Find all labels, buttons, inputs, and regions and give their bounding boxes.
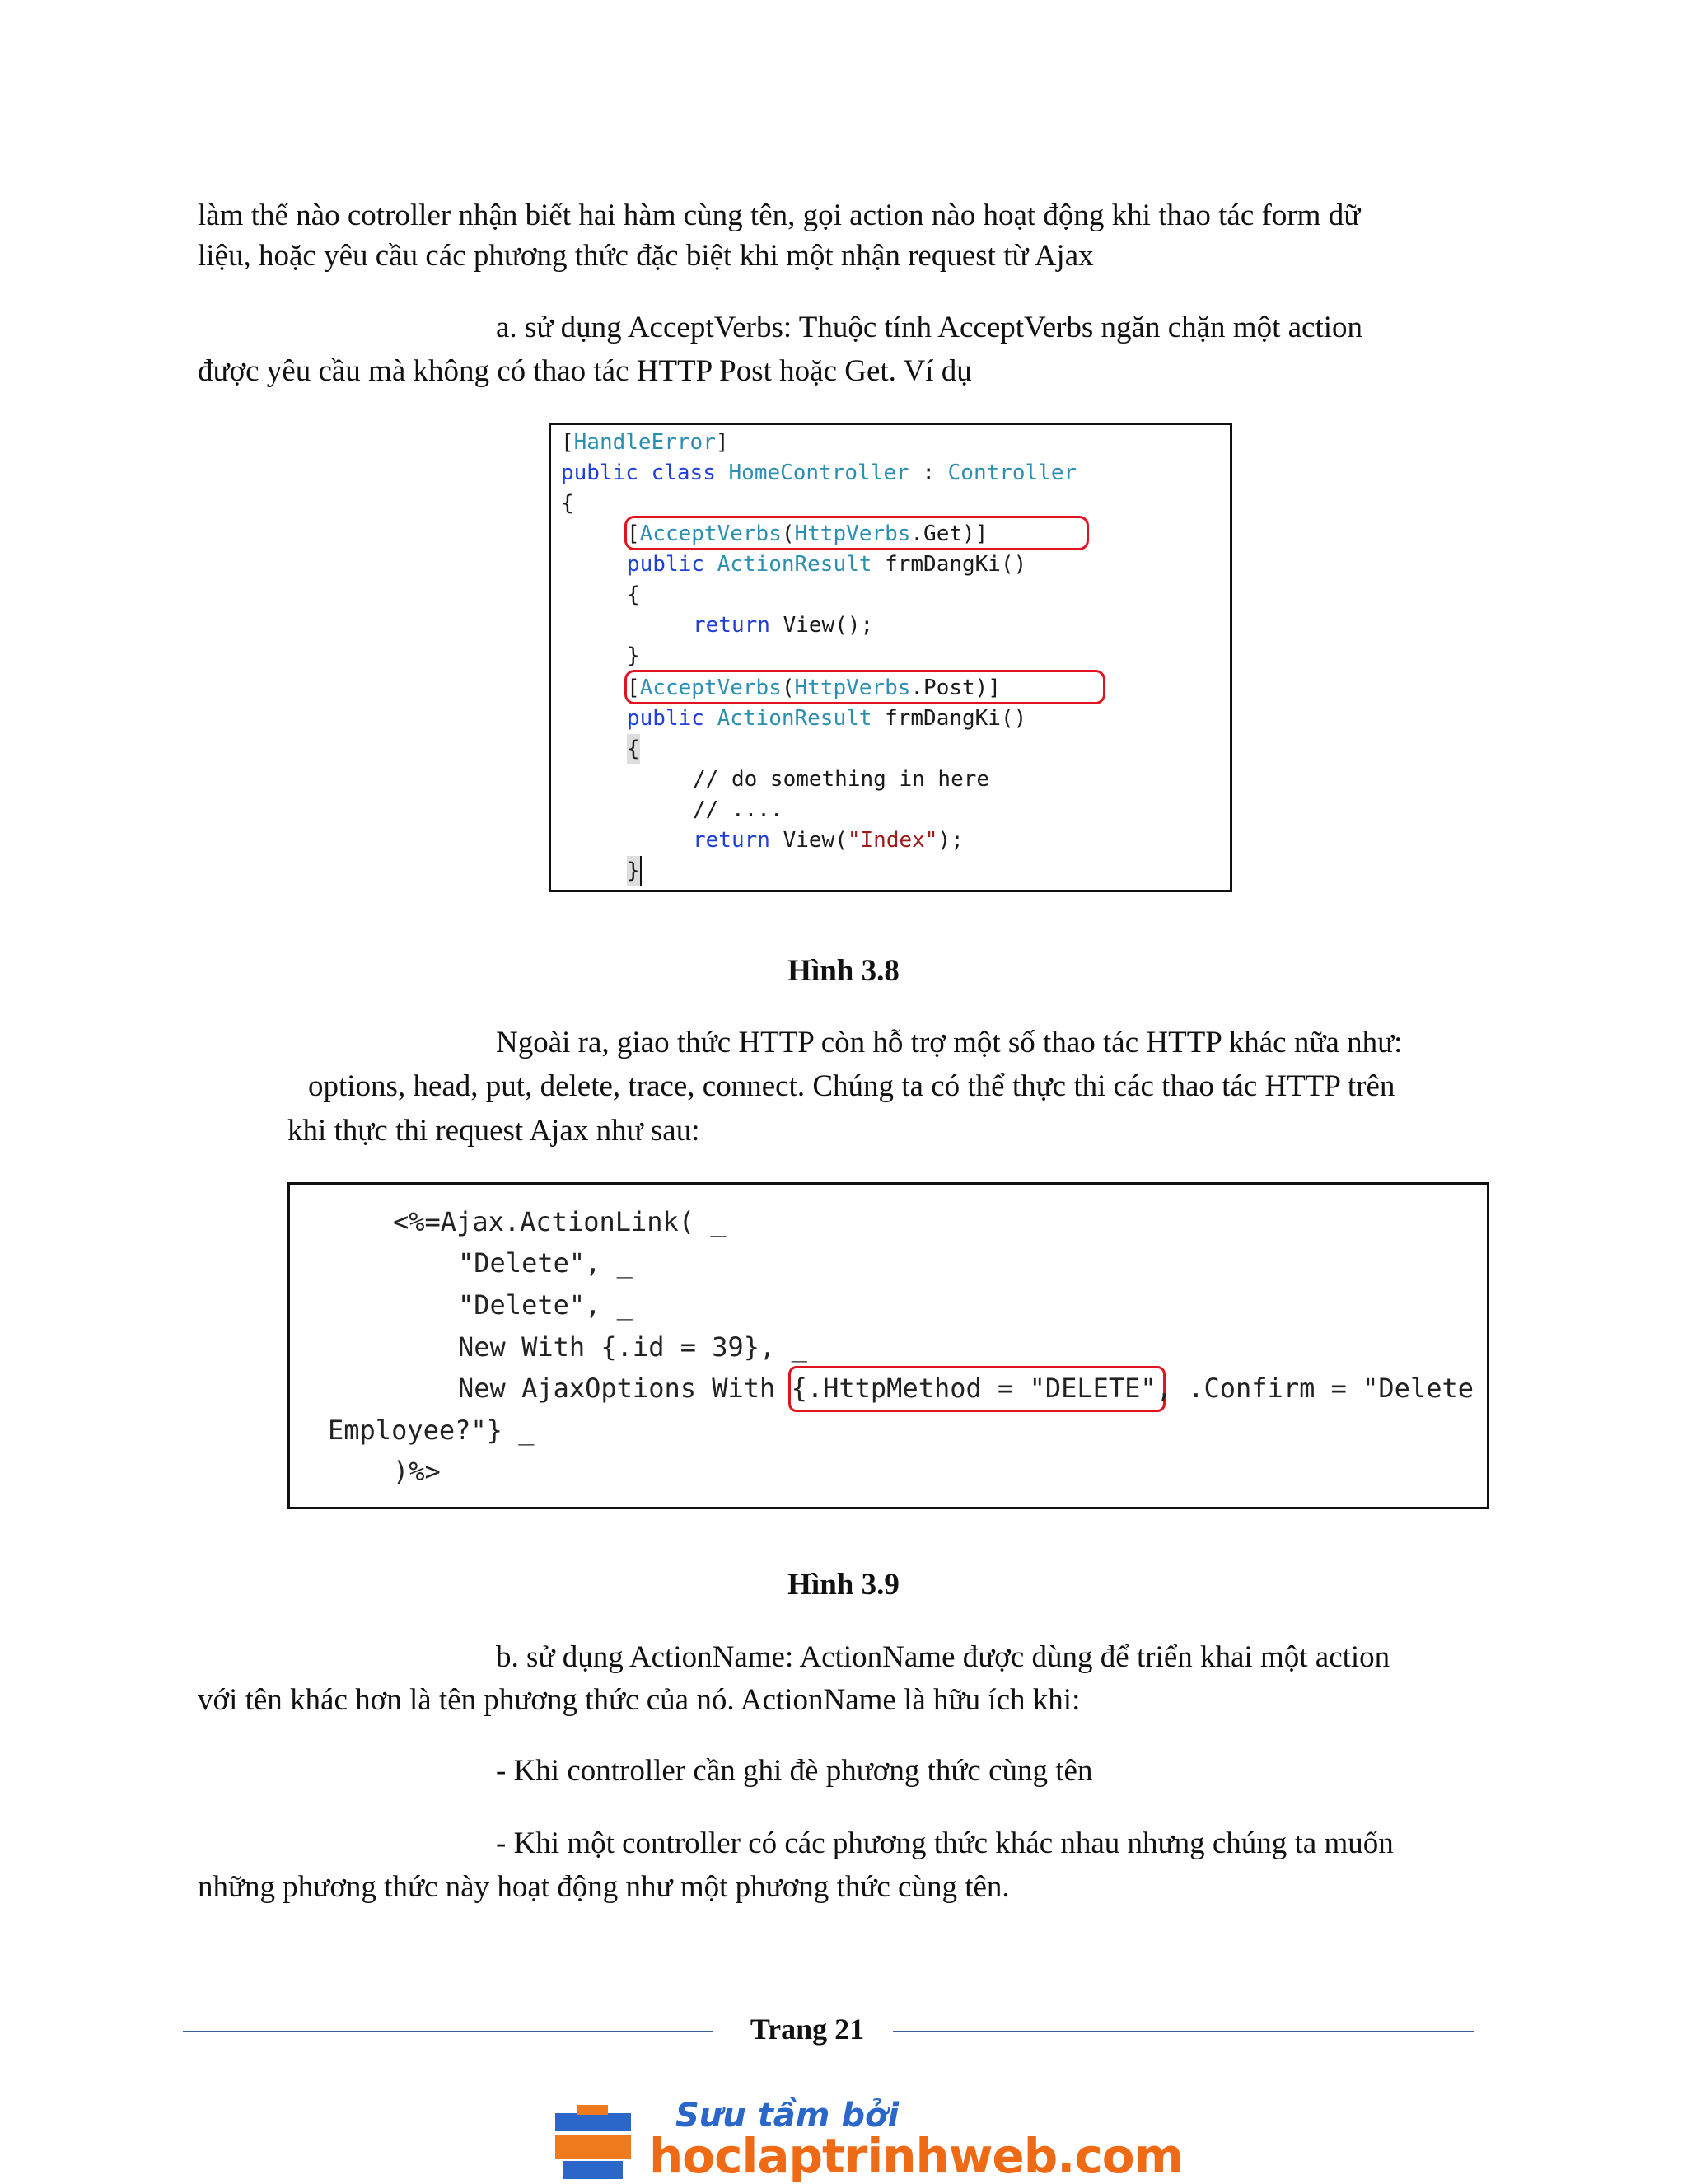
logo-tagline: Sưu tầm bởi: [675, 2097, 900, 2135]
code-line: public ActionResult frmDangKi(): [627, 706, 1027, 731]
code-line: // ....: [693, 797, 783, 822]
code-figure-3-9: [287, 1182, 1489, 1509]
logo-icon: [552, 2105, 634, 2183]
code-line: New With {.id = 39}, _: [458, 1331, 807, 1363]
code-line: [HandleError]: [561, 430, 729, 455]
code-line: "Delete", _: [458, 1289, 633, 1321]
code-line: New AjaxOptions With {.HttpMethod = "DELETE", .Confirm = "Delete: [458, 1373, 1474, 1404]
code-line: {: [627, 582, 640, 607]
section-b-line-2: với tên khác hơn là tên phương thức của nó. ActionName là hữu ích khi:: [198, 1683, 1081, 1717]
footer-rule-right: [893, 2031, 1474, 2032]
site-logo: [552, 2097, 1183, 2184]
code-line: Employee?"} _: [328, 1415, 535, 1446]
code-line: [AcceptVerbs(HttpVerbs.Post)]: [627, 676, 1001, 700]
code-figure-3-8: [549, 423, 1232, 892]
code-line: return View();: [693, 613, 874, 638]
intro-line-1: làm thế nào cotroller nhận biết hai hàm cùng tên, gọi action nào hoạt động khi thao tác form dữ: [198, 199, 1361, 232]
http-line-3: khi thực thi request Ajax như sau:: [287, 1114, 700, 1148]
code-line: public class HomeController : Controller: [561, 461, 1077, 485]
section-a-line-2: được yêu cầu mà không có thao tác HTTP Post hoặc Get. Ví dụ: [198, 354, 972, 388]
code-line: {: [561, 491, 574, 516]
section-b-line-1: b. sử dụng ActionName: ActionName được dùng để triển khai một action: [496, 1640, 1390, 1674]
code-line: }: [627, 856, 642, 886]
code-line: {: [627, 734, 640, 764]
code-line: public ActionResult frmDangKi(): [627, 552, 1027, 577]
http-line-2: options, head, put, delete, trace, connect. Chúng ta có thể thực thi các thao tác HTTP trên: [308, 1069, 1395, 1103]
section-a-line-1: a. sử dụng AcceptVerbs: Thuộc tính AcceptVerbs ngăn chặn một action: [496, 311, 1363, 344]
code-line: "Delete", _: [458, 1247, 633, 1279]
figure-caption-3-9: Hình 3.9: [787, 1568, 900, 1602]
figure-caption-3-8: Hình 3.8: [787, 954, 900, 988]
page-number: Trang 21: [750, 2013, 865, 2046]
code-line: return View("Index");: [693, 828, 964, 853]
http-line-1: Ngoài ra, giao thức HTTP còn hỗ trợ một số thao tác HTTP khác nữa như:: [496, 1026, 1403, 1059]
footer-rule-left: [183, 2031, 713, 2032]
section-b-bullet-1: - Khi controller cần ghi đè phương thức cùng tên: [496, 1754, 1093, 1788]
code-line: )%>: [393, 1456, 441, 1487]
logo-wordmark: hoclaptrinhweb.com: [649, 2128, 1183, 2184]
intro-line-2: liệu, hoặc yêu cầu các phương thức đặc biệt khi một nhận request từ Ajax: [198, 239, 1094, 273]
code-line: // do something in here: [693, 767, 990, 792]
code-line: <%=Ajax.ActionLink( _: [393, 1206, 727, 1237]
code-line: }: [627, 643, 640, 668]
code-line: [AcceptVerbs(HttpVerbs.Get)]: [627, 521, 988, 546]
section-b-bullet-2-line-1: - Khi một controller có các phương thức khác nhau nhưng chúng ta muốn: [496, 1826, 1394, 1860]
section-b-bullet-2-line-2: những phương thức này hoạt động như một phương thức cùng tên.: [198, 1870, 1010, 1904]
